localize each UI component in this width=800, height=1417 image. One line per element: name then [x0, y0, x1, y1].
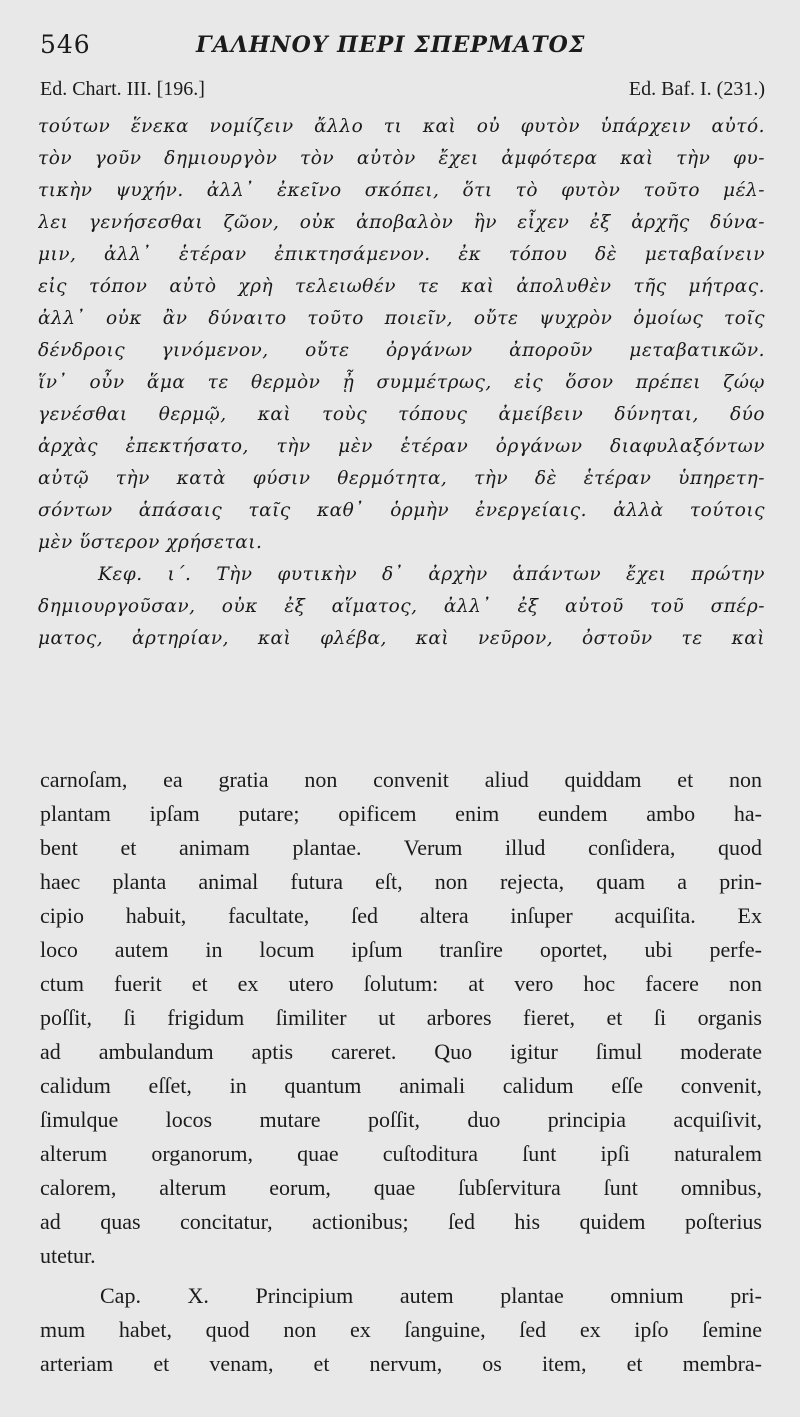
latin-line: bent et animam plantae. Verum illud conſidera, quod: [40, 835, 762, 860]
latin-line: ad ambulandum aptis careret. Quo igitur ſimul moderate: [40, 1039, 762, 1064]
edition-basel-ref: Ed. Baf. I. (231.): [628, 78, 765, 100]
latin-line: loco autem in locum ipſum tranſire oportet, ubi perfe-: [40, 937, 762, 962]
running-title: ΓΑΛΗΝΟΥ ΠΕΡΙ ΣΠΕΡΜΑΤΟΣ: [196, 32, 586, 58]
latin-line: ad quas concitatur, actionibus; ſed his quidem poſterius: [40, 1209, 762, 1234]
greek-line: σόντων ἁπάσαις ταῖς καθ᾽ ὁρμὴν ἐνεργείαις. ἀλλὰ τούτοις: [38, 500, 765, 521]
greek-line: ἀλλ᾽ οὐκ ἂν δύναιτο τοῦτο ποιεῖν, οὔτε ψυχρὸν ὁμοίως τοῖς: [38, 308, 765, 329]
latin-line: mum habet, quod non ex ſanguine, ſed ex ipſo ſemine: [40, 1317, 762, 1342]
greek-line: τούτων ἕνεκα νομίζειν ἄλλο τι καὶ οὐ φυτὸν ὑπάρχειν αὐτό.: [38, 116, 765, 137]
latin-line: calorem, alterum eorum, quae ſubſervitura ſunt omnibus,: [40, 1175, 762, 1200]
edition-chartier-ref: Ed. Chart. III. [196.]: [40, 78, 205, 100]
greek-line: λει γενήσεσθαι ζῶον, οὐκ ἀποβαλὸν ἣν εἶχεν ἐξ ἀρχῆς δύνα-: [38, 212, 765, 233]
latin-chapter-heading-line: Cap. X. Principium autem plantae omnium pri-: [100, 1283, 762, 1308]
latin-line: calidum eſſet, in quantum animali calidum eſſe convenit,: [40, 1073, 762, 1098]
latin-line: utetur.: [40, 1243, 96, 1268]
greek-line: τικὴν ψυχήν. ἀλλ᾽ ἐκεῖνο σκόπει, ὅτι τὸ φυτὸν τοῦτο μέλ-: [38, 180, 765, 201]
latin-line: alterum organorum, quae cuſtoditura ſunt ipſi naturalem: [40, 1141, 762, 1166]
running-head: [40, 28, 760, 64]
greek-line: τὸν γοῦν δημιουργὸν τὸν αὐτὸν ἔχει ἀμφότερα καὶ τὴν φυ-: [38, 148, 765, 169]
greek-line: μὲν ὕστερον χρήσεται.: [38, 532, 263, 553]
latin-line: plantam ipſam putare; opificem enim eundem ambo ha-: [40, 801, 762, 826]
greek-line: ἵν᾽ οὖν ἅμα τε θερμὸν ᾖ συμμέτρως, εἰς ὅσον πρέπει ζώῳ: [38, 372, 765, 393]
greek-chapter-heading-line: Κεφ. ι΄. Τὴν φυτικὴν δ᾽ ἀρχὴν ἁπάντων ἔχει πρώτην: [98, 564, 765, 585]
greek-line: ἀρχὰς ἐπεκτήσατο, τὴν μὲν ἑτέραν ὀργάνων διαφυλαξόντων: [38, 436, 765, 457]
greek-line: εἰς τόπον αὐτὸ χρὴ τελειωθέν τε καὶ ἀπολυθὲν τῆς μήτρας.: [38, 276, 765, 297]
greek-line: ματος, ἀρτηρίαν, καὶ φλέβα, καὶ νεῦρον, ὀστοῦν τε καὶ: [38, 628, 765, 649]
greek-line: αὐτῷ τὴν κατὰ φύσιν θερμότητα, τὴν δὲ ἑτέραν ὑπηρετη-: [38, 468, 765, 489]
latin-line: arteriam et venam, et nervum, os item, et membra-: [40, 1351, 762, 1376]
latin-line: cipio habuit, facultate, ſed altera inſuper acquiſita. Ex: [40, 903, 762, 928]
page-number: 546: [40, 30, 91, 59]
latin-line: haec planta animal futura eſt, non rejecta, quam a prin-: [40, 869, 762, 894]
latin-line: ctum fuerit et ex utero ſolutum: at vero hoc facere non: [40, 971, 762, 996]
greek-line: δημιουργοῦσαν, οὐκ ἐξ αἵματος, ἀλλ᾽ ἐξ αὐτοῦ τοῦ σπέρ-: [38, 596, 765, 617]
greek-line: μιν, ἀλλ᾽ ἑτέραν ἐπικτησάμενον. ἐκ τόπου δὲ μεταβαίνειν: [38, 244, 765, 265]
latin-line: carnoſam, ea gratia non convenit aliud quiddam et non: [40, 767, 762, 792]
latin-line: ſimulque locos mutare poſſit, duo principia acquiſivit,: [40, 1107, 762, 1132]
edition-references: [40, 75, 765, 105]
greek-line: γενέσθαι θερμῷ, καὶ τοὺς τόπους ἀμείβειν δύνηται, δύο: [38, 404, 765, 425]
greek-line: δένδροις γινόμενον, οὔτε ὀργάνων ἀποροῦν μεταβατικῶν.: [38, 340, 765, 361]
latin-line: poſſit, ſi frigidum ſimiliter ut arbores fieret, et ſi organis: [40, 1005, 762, 1030]
greek-text-block: [38, 111, 765, 655]
latin-text-block: [40, 763, 762, 1381]
